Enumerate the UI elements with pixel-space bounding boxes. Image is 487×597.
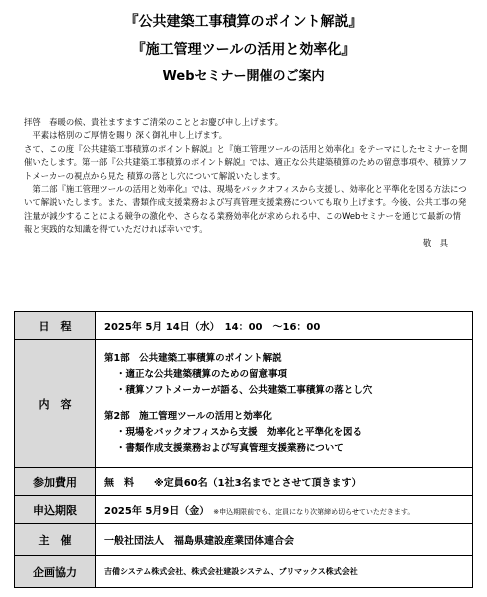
- deadline-value: 2025年 5月9日（金）: [104, 506, 210, 517]
- part1-item: ・積算ソフトメーカーが語る、公共建築工事積算の落とし穴: [116, 384, 373, 396]
- greeting: 拝啓 春暖の候、貴社ますますご清栄のこととお慶び申し上げます。: [24, 117, 283, 127]
- deadline-label: 申込期限: [15, 496, 96, 524]
- content-label: 内 容: [15, 340, 96, 468]
- title-line-2: 『施工管理ツールの活用と効率化』: [131, 42, 356, 58]
- letter-paragraph-2: 平素は格別のご厚情を賜り 深く御礼申し上げます。: [32, 130, 228, 141]
- seminar-info-table: [14, 311, 473, 588]
- host-value: 一般社団法人 福島県建設産業団体連合会: [96, 524, 473, 556]
- date-label: 日 程: [15, 312, 96, 340]
- letter-paragraph-3: さて、この度『公共建築工事積算のポイント解説』と『施工管理ツールの活用と効率化』をテーマにしたセミナーを開催いたします。第一部『公共建築工事積算のポイント解説』では、適正な公共建築積算のための留意事項や、積算ソフトメーカーの視点から見た 積算の落とし穴について解説いたします。: [24, 143, 468, 181]
- fee-value: 無 料 ※定員60名（1社3名までとさせて頂きます）: [96, 468, 473, 496]
- coop-row: [15, 556, 473, 588]
- part2-title: 第2部 施工管理ツールの活用と効率化: [104, 410, 272, 422]
- title-block: [0, 6, 487, 86]
- content-row: [15, 340, 473, 468]
- host-label: 主 催: [15, 524, 96, 556]
- part1-item: ・適正な公共建築積算のための留意事項: [116, 368, 288, 380]
- title-line-3: Webセミナー開催のご案内: [162, 69, 325, 84]
- date-row: [15, 312, 473, 340]
- host-row: [15, 524, 473, 556]
- date-value: 2025年 5月 14日（水） 14：00 ～16：00: [96, 312, 473, 340]
- letter-paragraph-4: 第二部『施工管理ツールの活用と効率化』では、現場をバックオフィスから支援し、効率化と平準化を図る方法について解説いたします。また、書類作成支援業務および写真管理支援業務についても取り上げます。今後、公共工事の発注量が減少することによる競争の激化や、さらなる業務効率化が求められる中、このWebセミナーを通じて最新の情報と実践的な知識を得ていただければ幸いです。: [24, 184, 467, 235]
- part2-item: ・現場をバックオフィスから支援 効率化と平準化を図る: [116, 426, 362, 438]
- coop-label: 企画協力: [15, 556, 96, 588]
- part1-title: 第1部 公共建築工事積算のポイント解説: [104, 352, 282, 364]
- deadline-note: ※申込期限前でも、定員になり次第締め切らせていただきます。: [213, 508, 415, 516]
- closing: 敬 具: [422, 237, 448, 248]
- fee-label: 参加費用: [15, 468, 96, 496]
- deadline-value-cell: [96, 496, 473, 524]
- coop-value: 吉備システム株式会社、株式会社建設システム、ブリマックス株式会社: [96, 556, 473, 588]
- title-line-1: 『公共建築工事積算のポイント解説』: [124, 14, 363, 30]
- invitation-letter: [24, 116, 468, 250]
- fee-row: [15, 468, 473, 496]
- content-value: [96, 340, 473, 468]
- deadline-row: [15, 496, 473, 524]
- part2-item: ・書類作成支援業務および写真管理支援業務について: [116, 442, 344, 454]
